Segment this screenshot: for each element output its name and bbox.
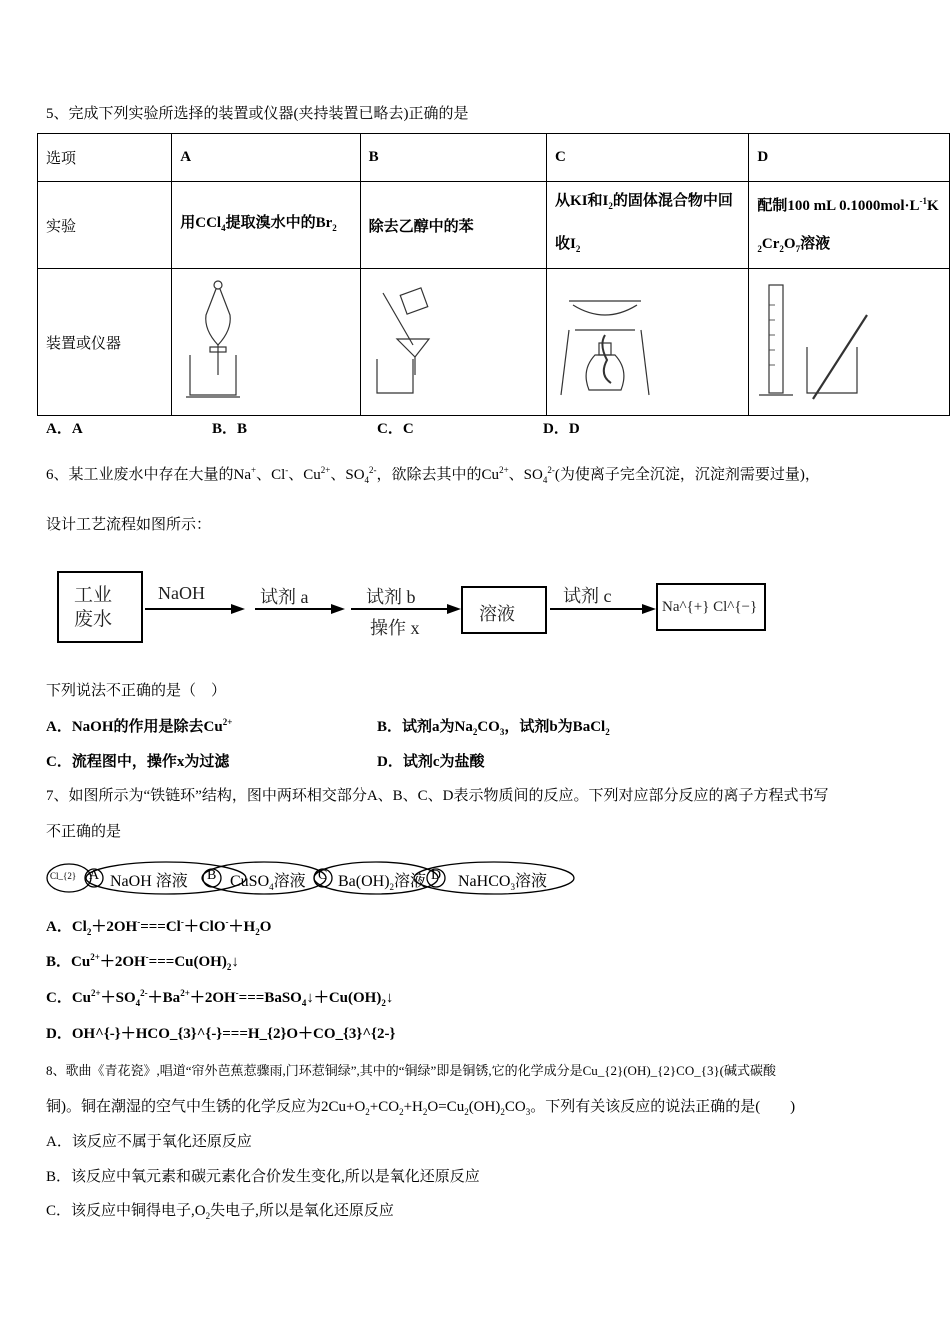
q7-option-a[interactable]: A．$Cl_2+2OH^-===Cl^-+ClO^-+H_2O$ xyxy=(46,917,272,937)
separatory-funnel-image xyxy=(172,269,360,416)
q8-option-c[interactable]: C．该反应中铜得电子$,O_2$失电子,所以是氧化还原反应 xyxy=(46,1203,394,1221)
chain-baoh2: $Ba(OH)_2$溶液 xyxy=(338,873,427,893)
chain-nahco3: NaHCO$_3$溶液 xyxy=(458,873,547,893)
table-header: A xyxy=(172,134,360,182)
chain-letter-b: B xyxy=(207,868,217,883)
table-row xyxy=(38,182,950,269)
q7-stem: 7、如图所示为“铁链环”结构，图中两环相交部分A、B、C、D表示物质间的反应。下列对应部分反应的离子方程式书写 xyxy=(46,788,829,804)
flow-step-operation-x: 操作 x xyxy=(370,618,420,638)
chain-naoh: NaOH 溶液 xyxy=(110,873,188,890)
q6-stem: 6、某工业废水中存在大量的Na+、Cl-、$Cu^{2+}$、$SO_4^{2-}$，欲除去其中的$Cu^{2+}$、$SO_4^{2-}$(为使离子完全沉淀，沉淀剂需要过量)， xyxy=(46,465,820,485)
table-cell: 除去乙醇中的苯 xyxy=(360,182,546,269)
table-header: C xyxy=(547,134,749,182)
q8-option-b[interactable]: B．该反应中氧元素和碳元素化合价发生变化,所以是氧化还原反应 xyxy=(46,1169,480,1185)
q7-option-b[interactable]: B．$Cu^{2+}+2OH^-===Cu(OH)_2↓$ xyxy=(46,952,239,972)
q5-table xyxy=(37,133,950,416)
filtration-image xyxy=(360,269,546,416)
table-cell: 实验 xyxy=(38,182,172,269)
chain-letter-a: A xyxy=(89,868,100,883)
q5-option-b[interactable]: B．B xyxy=(212,421,248,437)
q8-stem-2: 铜)。铜在潮湿的空气中生锈的化学反应为$2Cu+O_2+CO_2+H_2O=Cu_2(OH)_2CO_3$。下列有关该反应的说法正确的是( ) xyxy=(46,1099,796,1117)
flow-step-naoh: NaOH xyxy=(158,583,205,603)
table-cell: 配制100 mL $0.1000mol\cdot L^{-1}K_2Cr_2O_7$溶液 xyxy=(749,182,950,269)
flow-step-reagent-c: 试剂 c xyxy=(563,586,612,606)
q7-option-d[interactable]: D．OH^{-}＋HCO_{3}^{-}===H_{2}O＋CO_{3}^{2-} xyxy=(46,1026,396,1042)
table-header: B xyxy=(360,134,546,182)
table-header: D xyxy=(749,134,950,182)
q8-stem: 8、歌曲《青花瓷》,唱道“帘外芭蕉惹骤雨,门环惹铜绿”,其中的“铜绿”即是铜锈,它的化学成分是Cu_{2}(OH)_{2}CO_{3}(碱式碳酸 xyxy=(46,1063,777,1078)
q6-option-d[interactable]: D．试剂c为盐酸 xyxy=(377,754,485,770)
q8-option-a[interactable]: A．该反应不属于氧化还原反应 xyxy=(46,1134,252,1150)
flow-step-reagent-a: 试剂 a xyxy=(260,587,309,607)
q6-question: 下列说法不正确的是（ ） xyxy=(46,683,227,699)
q6-option-a[interactable]: A．NaOH的作用是除去$Cu^{2+}$ xyxy=(46,717,233,735)
chain-letter-c: C xyxy=(318,868,328,883)
q6-option-c[interactable]: C．流程图中，操作x为过滤 xyxy=(46,754,230,770)
q5-option-c[interactable]: C．C xyxy=(377,421,414,437)
q6-option-b[interactable]: B．试剂a为$Na_2CO_3$，试剂b为BaCl$_2$ xyxy=(377,719,610,737)
q5-title: 5、完成下列实验所选择的装置或仪器(夹持装置已略去)正确的是 xyxy=(46,106,469,122)
chain-letter-d: D xyxy=(431,868,442,883)
table-row xyxy=(38,134,950,182)
q6-stem-2: 设计工艺流程如图所示： xyxy=(46,517,212,533)
q7-stem-2: 不正确的是 xyxy=(46,824,122,840)
flow-solution-box: 溶液 xyxy=(479,604,515,624)
table-header: 选项 xyxy=(38,134,172,182)
chain-cuso4: CuSO$_4$溶液 xyxy=(230,873,306,893)
q5-option-a[interactable]: A．A xyxy=(46,421,83,437)
table-cell: 从KI和$I_2$的固体混合物中回收$I_2$ xyxy=(547,182,749,269)
q7-option-c[interactable]: C．$Cu^{2+}+SO_4^{2-}+Ba^{2+}+2OH^-===BaSO_4↓+Cu(OH)_2↓$ xyxy=(46,988,394,1008)
table-cell: 装置或仪器 xyxy=(38,269,172,416)
chain-cl2: Cl_{2} xyxy=(50,871,77,881)
flow-step-reagent-b: 试剂 b xyxy=(366,587,416,607)
flow-end-box: Na^{+} Cl^{−} xyxy=(662,599,758,615)
q5-option-d[interactable]: D．D xyxy=(543,421,580,437)
cylinder-beaker-image xyxy=(749,269,950,416)
flow-start-box: 工业 废水 xyxy=(74,585,113,630)
sublimation-image xyxy=(547,269,749,416)
table-row xyxy=(38,269,950,416)
table-cell: 用CCl$_4$提取溴水中的$Br_2$ xyxy=(172,182,360,269)
